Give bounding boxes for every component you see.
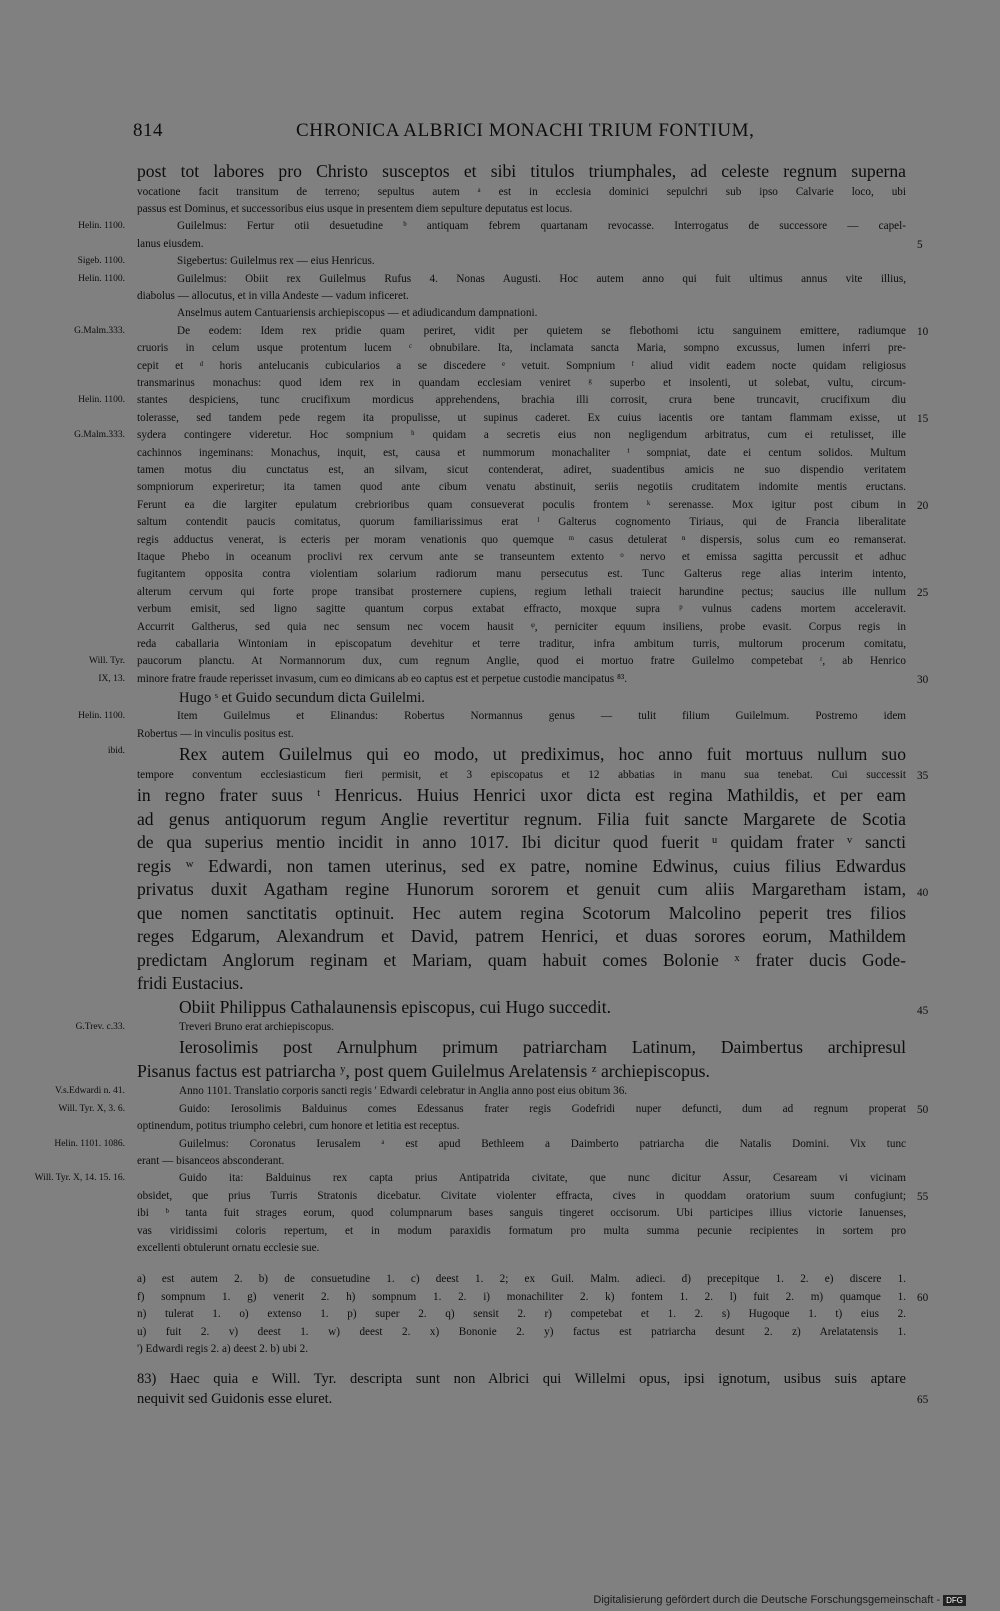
footnote-line — [137, 1271, 906, 1288]
line-text: stantes despiciens, tunc crucifixum mordicus apprehendens, brachia illi corrosit, crura bene truncavit, crucifixum diu — [137, 394, 906, 407]
text-line — [137, 972, 906, 996]
line-text: Treveri Bruno erat archiepiscopus. — [179, 1021, 334, 1033]
line-text: obsidet, que prius Turris Stratonis dicebatur. Civitate violenter effracta, cives in quoddam oratorium suum confugiunt; — [137, 1189, 906, 1202]
line-text: ') Edwardi regis 2. a) deest 2. b) ubi 2. — [137, 1343, 309, 1356]
line-number: 55 — [917, 1190, 929, 1203]
text-line — [137, 726, 906, 743]
text-line — [137, 549, 906, 566]
line-text: n) tulerat 1. o) extenso 1. p) super 2. q) sensit 2. r) competebat et 1. 2. s) Hugoque 1. t) eius 2. — [137, 1308, 906, 1321]
text-line — [137, 619, 906, 636]
line-text: cachinnos ingeminans: Monachus, inquit, est, causa et nummorum monachaliter ⁱ sompniat, date ei centum solidos. Multum — [137, 446, 906, 459]
text-line — [137, 902, 906, 926]
line-text: Guilelmus: Coronatus Ierusalem ᵃ est apud Bethleem a Daimberto patriarcha die Natalis Domini. Vix tunc — [179, 1137, 906, 1150]
line-text: Ierosolimis post Arnulphum primum patriarcham Latinum, Daimbertus archipresul — [179, 1037, 906, 1058]
line-text: que nomen sanctitatis optinuit. Hec autem regina Scotorum Malcolino peperit tres filios — [137, 902, 906, 923]
line-text: diabolus — allocutus, et in villa Andeste — vadum inficeret. — [137, 289, 409, 302]
margin-source-note: Helin. 1100. — [78, 711, 125, 722]
text-line — [107, 743, 906, 767]
line-number: 10 — [917, 325, 929, 338]
text-line — [137, 808, 906, 832]
line-text: fridi Eustacius. — [137, 973, 244, 993]
text-line — [54, 1136, 906, 1153]
line-text: vocatione facit transitum de terreno; sepultus autem ᵃ est in ecclesia dominici sepulchri sub ipso Calvarie loco, ubi — [137, 185, 906, 198]
line-text: in regno frater suus ᵗ Henricus. Huius Henrici uxor dicta est regina Mathildis, et per eam — [137, 785, 906, 805]
line-text: 83) Haec quia e Will. Tyr. descripta sunt non Albrici qui Willelmi opus, ipsi ignotum, usibus suis aptare — [137, 1370, 906, 1387]
line-text: optinendum, potitus triumpho celebri, cum honore et letitia est receptus. — [137, 1120, 460, 1133]
line-text: reges Edgarum, Alexandrum et David, patrem Henrici, et duas sorores eorum, Mathildem — [137, 926, 906, 946]
text-line — [137, 1223, 906, 1240]
text-line — [74, 427, 906, 444]
editor-note-line — [137, 1369, 906, 1389]
page-header — [133, 120, 913, 150]
text-line — [137, 160, 906, 184]
line-text: predictam Anglorum reginam et Mariam, quam habuit comes Bolonie ˣ frater ducis Gode- — [137, 949, 906, 970]
text-line — [137, 566, 906, 583]
text-line — [137, 479, 906, 496]
line-text: Accurrit Galtherus, sed quia nec sensum nec vocem hausit ᵠ, perniciter equum insiliens, probe evasit. Corpus regis in — [137, 620, 906, 633]
line-number: 45 — [917, 1004, 929, 1017]
line-text: passus est Dominus, et successoribus eius usque in presentem diem sepulture deputatus est locus. — [137, 202, 573, 215]
line-text: saltum contendit paucis comitatus, quorum familiarissimus erat ˡ Galterus cognomento Tiriaus, qui de Francia liberalitate — [137, 516, 906, 529]
line-text: transmarinus monachus: quod idem rex in quandam ecclesiam veniret ᵍ superbo et insolenti, ut solebat, vultu, circum- — [137, 376, 906, 389]
line-text: Hugo ˢ et Guido secundum dicta Guilelmi. — [179, 690, 425, 707]
text-line — [137, 636, 906, 653]
page-number: 814 — [133, 120, 163, 141]
text-line — [137, 1060, 906, 1084]
line-text: Anselmus autem Cantuariensis archiepiscopus — et adiudicandum dampnationi. — [177, 307, 538, 320]
line-text: Guilelmus: Obiit rex Guilelmus Rufus 4. Nonas Augusti. Hoc autem anno qui fuit ultimus annus vite illius, — [177, 272, 906, 285]
line-text: alterum cervum qui forte prope transibat prosternere cupiens, regium lethali traiecit harundine pectus; saucius ille nullum — [137, 585, 906, 598]
text-line — [58, 1101, 929, 1118]
text-line — [78, 271, 906, 288]
text-line — [137, 949, 906, 973]
line-text: ad genus antiquorum regum Anglie revertitur regnum. Filia fuit sancte Margarete de Scotia — [137, 808, 906, 829]
text-line — [34, 1170, 906, 1187]
line-text: Robertus — in vinculis positus est. — [137, 727, 294, 740]
line-text: u) fuit 2. v) deest 1. w) deest 2. x) Bononie 2. y) factus est patriarcha desunt 2. z) Arelatatensis 1. — [137, 1325, 906, 1338]
line-text: excellenti obtulerunt ornatu ecclesie sue. — [137, 1242, 320, 1255]
line-text: f) sompnum 1. g) venerit 2. h) sompnum 1. 2. i) monachiliter 2. k) fontem 1. 2. l) fuit 2. m) quamque 1. — [137, 1290, 906, 1303]
line-text: tempore conventum ecclesiasticum fieri permisit, et 3 episcopatus et 12 abbatias in manu sua tenebat. Cui successit — [137, 768, 906, 781]
line-text: verbum emisit, sed ligno sagitte quantum corpus extabat effracto, moxque supra ᵖ vulnus cadens mortem acceleravit. — [137, 603, 906, 616]
text-line — [77, 253, 906, 270]
margin-source-note: V.s.Edwardi n. 41. — [54, 1086, 125, 1097]
footnote-line — [137, 1324, 906, 1341]
line-text: Sigebertus: Guilelmus rex — eius Henricus. — [177, 255, 375, 268]
line-text: lanus eiusdem. — [137, 237, 204, 250]
text-line — [137, 1188, 929, 1205]
line-text: sydera contingere videretur. Hoc sompnium ʰ quidam a secretis eius non negligendum arbitratus, cum ei retulisset, ille — [137, 429, 906, 442]
line-number: 50 — [917, 1103, 929, 1116]
line-number: 60 — [917, 1291, 929, 1304]
line-number: 15 — [917, 412, 929, 425]
text-line — [89, 653, 906, 670]
running-title: CHRONICA ALBRICI MONACHI TRIUM FONTIUM, — [296, 120, 755, 141]
dfg-logo: DFG — [943, 1595, 966, 1606]
margin-source-note: IX, 13. — [98, 673, 125, 684]
margin-source-note: Helin. 1100. — [78, 273, 125, 284]
text-line — [137, 445, 906, 462]
text-line — [137, 358, 906, 375]
line-number: 35 — [917, 769, 929, 782]
line-number: 20 — [917, 499, 929, 512]
line-text: vas viridissimi coloris repertum, et in modum paraxidis formatum pro multa summa pecunie recipientes in sortem pro — [137, 1224, 906, 1237]
margin-source-note: Helin. 1100. — [78, 221, 125, 232]
text-line — [137, 688, 906, 708]
line-text: cepit et ᵈ horis antelucanis cubicularios a se discedere ᵉ vetuit. Sompnium ᶠ aliud vidit eadem nocte quidam religiosus — [137, 359, 906, 372]
credit-text: Digitalisierung gefördert durch die Deutsche Forschungsgemeinschaft - — [593, 1594, 941, 1606]
text-line — [78, 708, 906, 725]
text-line — [137, 1240, 906, 1257]
chronicle-text — [0, 160, 1000, 1409]
line-text: reda caballaria Wintoniam in episcopatum devehitur et terre traditur, infra ambitum turris, multorum procerum comitatu, — [137, 638, 906, 651]
line-text: regis adductus venerat, is ecteris per moram venationis quo quemque ᵐ casus detulerat ⁿ dispersis, solus cum eo remanserat. — [137, 533, 906, 546]
line-text: a) est autem 2. b) de consuetudine 1. c) deest 1. 2; ex Guil. Malm. adieci. d) precepitque 1. 2. e) discere 1. — [137, 1273, 906, 1286]
line-text: Guido ita: Balduinus rex capta prius Antipatrida civitate, que nunc dicitur Assur, Cesaream vi vicinam — [179, 1172, 906, 1185]
text-line — [137, 1036, 906, 1060]
footnote-separator — [0, 1257, 1000, 1271]
line-number: 40 — [917, 887, 929, 899]
line-text: tolerasse, sed tandem pede regem ita propulisse, ut supinus caderet. Ex cuius iacentis ore tantam flammam exisse, ut — [137, 411, 906, 424]
line-text: Ferunt ea die largiter epulatum crebrioribus quam consueverat poculis frontem ᵏ serenasse. Mox igitur post cibum in — [137, 498, 906, 511]
line-number: 25 — [917, 586, 929, 599]
footnote-line — [137, 1341, 906, 1358]
text-line — [137, 925, 906, 949]
line-number: 30 — [917, 673, 929, 686]
text-line — [137, 584, 929, 601]
text-line — [137, 514, 906, 531]
text-line — [137, 184, 906, 201]
note-separator — [0, 1359, 1000, 1369]
line-text: fugitantem opposita contra violentiam solarium radiorum manu persecutus est. Tunc Galterus rege alias interim intento, — [137, 568, 906, 581]
text-line — [137, 410, 929, 427]
line-number: 65 — [917, 1393, 929, 1406]
line-text: Itaque Phebo in oceanum proclivi rex cervum ante se transeuntem extento ᵒ nervo et emissa sagitta percussit et adhuc — [137, 551, 906, 564]
text-line — [137, 855, 906, 879]
line-text: Item Guilelmus et Elinandus: Robertus Normannus genus — tulit filium Guilelmum. Postremo idem — [177, 710, 906, 723]
text-line — [54, 1083, 906, 1100]
line-text: de qua superius mentio incidit in anno 1017. Ibi dicitur quod fuerit ᵘ quidam frater ᵛ sancti — [137, 832, 906, 852]
line-text: De eodem: Idem rex pridie quam periret, vidit per quietem se flebothomi ictu sanguinem emittere, radiumque — [177, 324, 906, 337]
text-line — [137, 996, 929, 1020]
margin-source-note: Will. Tyr. X, 14. 15. 16. — [34, 1173, 125, 1184]
text-line — [75, 1019, 906, 1036]
line-text: paucorum planctu. At Normannorum dux, cum regnum Anglie, quod ei mortuo fratre Guilelmo competebat ʳ, ab Henrico — [137, 655, 906, 668]
line-text: Guido: Ierosolimis Balduinus comes Edessanus frater regis Godefridi nuper defuncti, dum ad regnum properat — [179, 1102, 906, 1115]
text-line — [137, 878, 929, 902]
text-line — [137, 201, 906, 218]
text-line — [78, 392, 906, 409]
text-line — [137, 1153, 906, 1170]
margin-source-note: Will. Tyr. — [89, 656, 125, 667]
line-text: sompniorum experiretur; ita tamen quod ante cibum venatu abstinuit, seriis negotiis cruditatem indomite mentis eructans. — [137, 481, 906, 494]
text-line — [137, 784, 906, 808]
text-line — [137, 497, 929, 514]
text-line — [137, 831, 906, 855]
margin-source-note: ibid. — [107, 746, 125, 757]
text-line — [137, 1205, 906, 1222]
margin-source-note: G.Malm.333. — [74, 430, 125, 441]
line-number: 5 — [917, 238, 923, 251]
text-line — [74, 323, 929, 340]
line-text: Anno 1101. Translatio corporis sancti regis ' Edwardi celebratur in Anglia anno post eius obitum 36. — [179, 1085, 628, 1098]
text-line — [137, 532, 906, 549]
text-line — [137, 340, 906, 357]
line-text: ibi ᵇ tanta fuit strages eorum, quod columpnarum bases sanguis tingeret occisorum. Ubi participes illius victorie Ianuenses, — [137, 1207, 906, 1220]
text-line — [137, 601, 906, 618]
text-line — [137, 767, 929, 784]
line-text: privatus duxit Agatham regine Hunorum sororem et genuit cum aliis Margaretham istam, — [137, 879, 906, 899]
digitization-credit — [593, 1594, 966, 1606]
footnote-line — [137, 1289, 929, 1306]
margin-source-note: Sigeb. 1100. — [77, 256, 125, 267]
text-line — [98, 671, 929, 688]
line-text: Obiit Philippus Cathalaunensis episcopus, cui Hugo succedit. — [179, 996, 611, 1017]
line-text: regis ʷ Edwardi, non tamen uterinus, sed ex patre, nomine Edwinus, cuius filius Edwardus — [137, 855, 906, 876]
margin-source-note: Helin. 1100. — [78, 395, 125, 406]
line-text: cruoris in celum usque protentum lucem ᶜ obnubilare. Ita, inclamata sancta Maria, sompno excussus, lumen inferri pre- — [137, 342, 906, 355]
footnote-line — [137, 1306, 906, 1323]
line-text: minore fratre fraude reperisset invasum, cum eo dimicans ab eo captus est et perpetue custodie mancipatus ⁸³. — [137, 672, 628, 685]
text-line — [137, 305, 906, 322]
line-text: tamen motus diu cunctatus est, an silvam, sicut contenderat, adiret, suadentibus amicis ne suo dispendio veritatem — [137, 464, 906, 476]
text-line — [137, 375, 906, 392]
line-text: Pisanus factus est patriarcha ʸ, post quem Guilelmus Arelatensis ᶻ archiepiscopus. — [137, 1060, 710, 1081]
margin-source-note: G.Malm.333. — [74, 325, 125, 336]
text-line — [78, 218, 906, 235]
line-text: post tot labores pro Christo susceptos et sibi titulos triumphales, ad celeste regnum superna — [137, 161, 906, 181]
line-text: erant — bisanceos absconderant. — [137, 1155, 285, 1168]
editor-note-line — [137, 1389, 929, 1409]
text-line — [137, 1118, 906, 1135]
margin-source-note: Will. Tyr. X, 3. 6. — [58, 1103, 125, 1114]
text-line — [137, 462, 906, 479]
line-text: Rex autem Guilelmus qui eo modo, ut prediximus, hoc anno fuit mortuus nullum suo — [179, 744, 906, 765]
line-text: nequivit sed Guidonis esse eluret. — [137, 1390, 333, 1407]
line-text: Guilelmus: Fertur otii desuetudine ᵇ antiquam febrem quartanam revocasse. Interrogatus de successore — capel- — [177, 220, 906, 233]
text-line — [137, 288, 906, 305]
margin-source-note: Helin. 1101. 1086. — [54, 1138, 125, 1149]
text-line — [137, 236, 923, 253]
margin-source-note: G.Trev. c.33. — [75, 1022, 125, 1032]
